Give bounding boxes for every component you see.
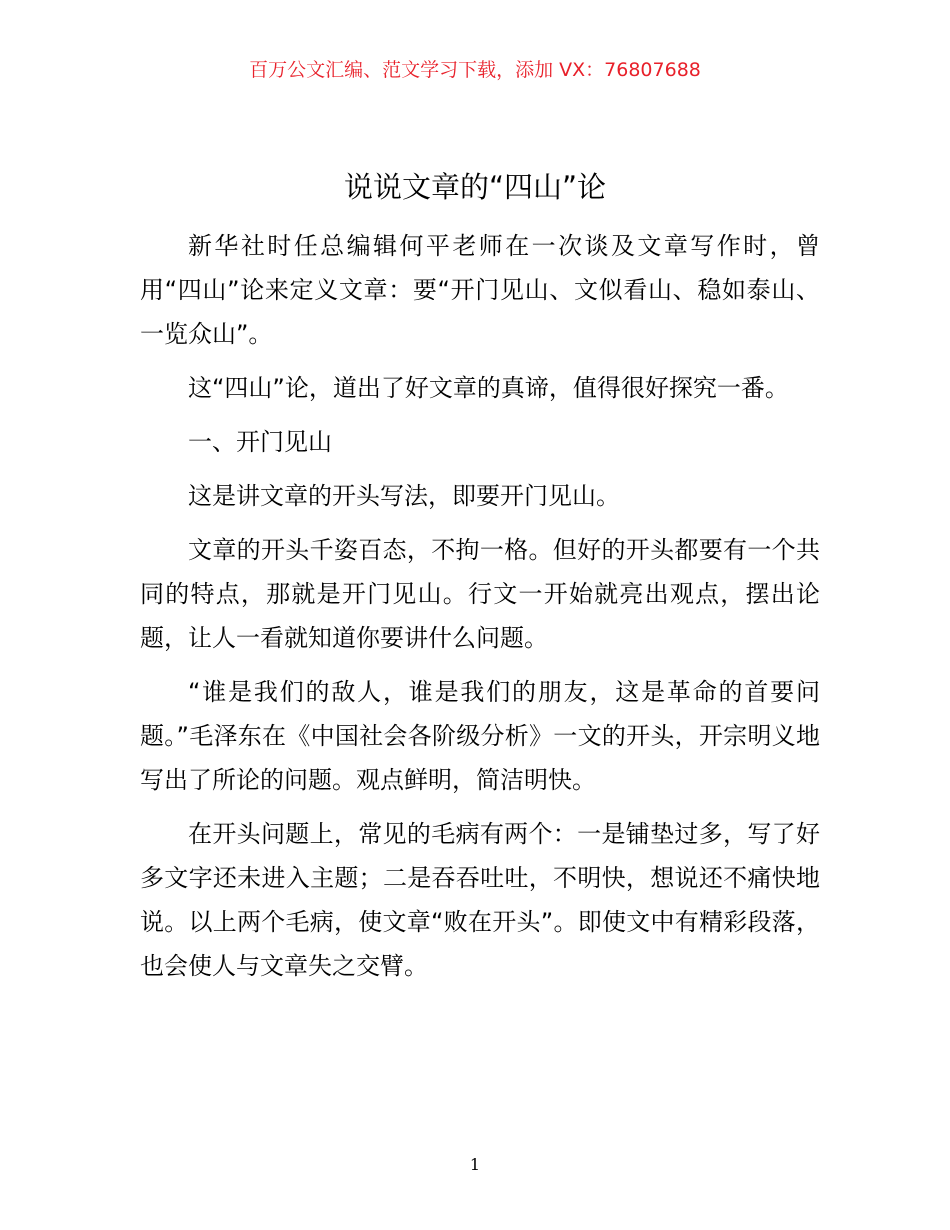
page-number: 1	[469, 1155, 481, 1174]
paragraph-summary: 这“四山”论，道出了好文章的真谛，值得很好探究一番。	[188, 374, 789, 402]
document-body	[140, 224, 820, 998]
header-banner: 百万公文汇编、范文学习下载，添加 VX：76807688	[249, 59, 701, 81]
paragraph: 在开头问题上，常见的毛病有两个：一是铺垫过多，写了好多文字还未进入主题；二是吞吞吐吐，不明快，想说还不痛快地说。以上两个毛病，使文章“败在开头”。即使文中有精彩段落，也会使人与文章失之交臂。	[140, 820, 820, 980]
paragraph-intro: 新华社时任总编辑何平老师在一次谈及文章写作时，曾用“四山”论来定义文章：要“开门见山、文似看山、稳如泰山、一览众山”。	[140, 232, 820, 348]
paragraph-quote: “谁是我们的敌人，谁是我们的朋友，这是革命的首要问题。”毛泽东在《中国社会各阶级分析》一文的开头，开宗明义地写出了所论的问题。观点鲜明，简洁明快。	[140, 678, 820, 794]
document-title: 说说文章的“四山”论	[343, 170, 607, 204]
paragraph: 这是讲文章的开头写法，即要开门见山。	[188, 482, 620, 510]
section-heading-1: 一、开门见山	[188, 428, 332, 456]
paragraph: 文章的开头千姿百态，不拘一格。但好的开头都要有一个共同的特点，那就是开门见山。行文一开始就亮出观点，摆出论题，让人一看就知道你要讲什么问题。	[140, 536, 820, 652]
